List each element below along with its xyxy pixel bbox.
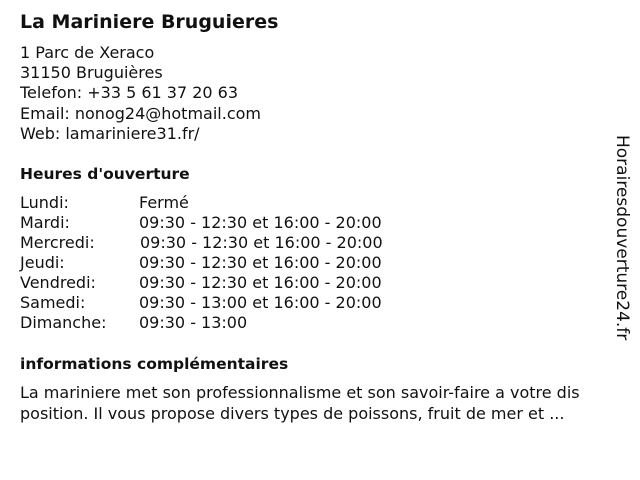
description-line: La mariniere met son professionnalisme et son savoir-faire a votre dis xyxy=(20,383,580,402)
city-postal-code: 31150 Bruguières xyxy=(20,63,163,83)
description-line: position. Il vous propose divers types de poissons, fruit de mer et ... xyxy=(20,403,565,423)
day-label: Lundi: xyxy=(20,193,69,212)
day-hours: 09:30 - 13:00 xyxy=(139,313,248,332)
day-label: Jeudi: xyxy=(20,253,65,272)
additional-info-heading: informations complémentaires xyxy=(20,355,289,373)
day-label: Mercredi: xyxy=(20,233,95,252)
phone-number[interactable]: Telefon: +33 5 61 37 20 63 xyxy=(20,83,239,103)
contact-block xyxy=(20,43,261,144)
day-hours: 09:30 - 12:30 et 16:00 - 20:00 xyxy=(139,253,382,272)
day-label: Dimanche: xyxy=(20,313,107,332)
day-label: Vendredi: xyxy=(20,273,96,292)
opening-hours-heading: Heures d'ouverture xyxy=(20,165,190,183)
day-hours: 09:30 - 12:30 et 16:00 - 20:00 xyxy=(140,233,383,252)
street-address: 1 Parc de Xeraco xyxy=(20,43,155,62)
day-hours: 09:30 - 12:30 et 16:00 - 20:00 xyxy=(139,213,382,232)
website-link[interactable]: Web: lamariniere31.fr/ xyxy=(20,123,200,143)
day-hours: 09:30 - 12:30 et 16:00 - 20:00 xyxy=(139,273,382,292)
day-label: Samedi: xyxy=(20,293,86,312)
email-address[interactable]: Email: nonog24@hotmail.com xyxy=(20,103,261,123)
business-name: La Mariniere Bruguieres xyxy=(20,11,279,33)
day-hours: Fermé xyxy=(139,193,189,212)
business-description xyxy=(20,383,632,424)
day-hours: 09:30 - 13:00 et 16:00 - 20:00 xyxy=(139,293,382,312)
site-watermark: Horairesdouverture24.fr xyxy=(612,135,632,341)
day-label: Mardi: xyxy=(20,213,70,232)
